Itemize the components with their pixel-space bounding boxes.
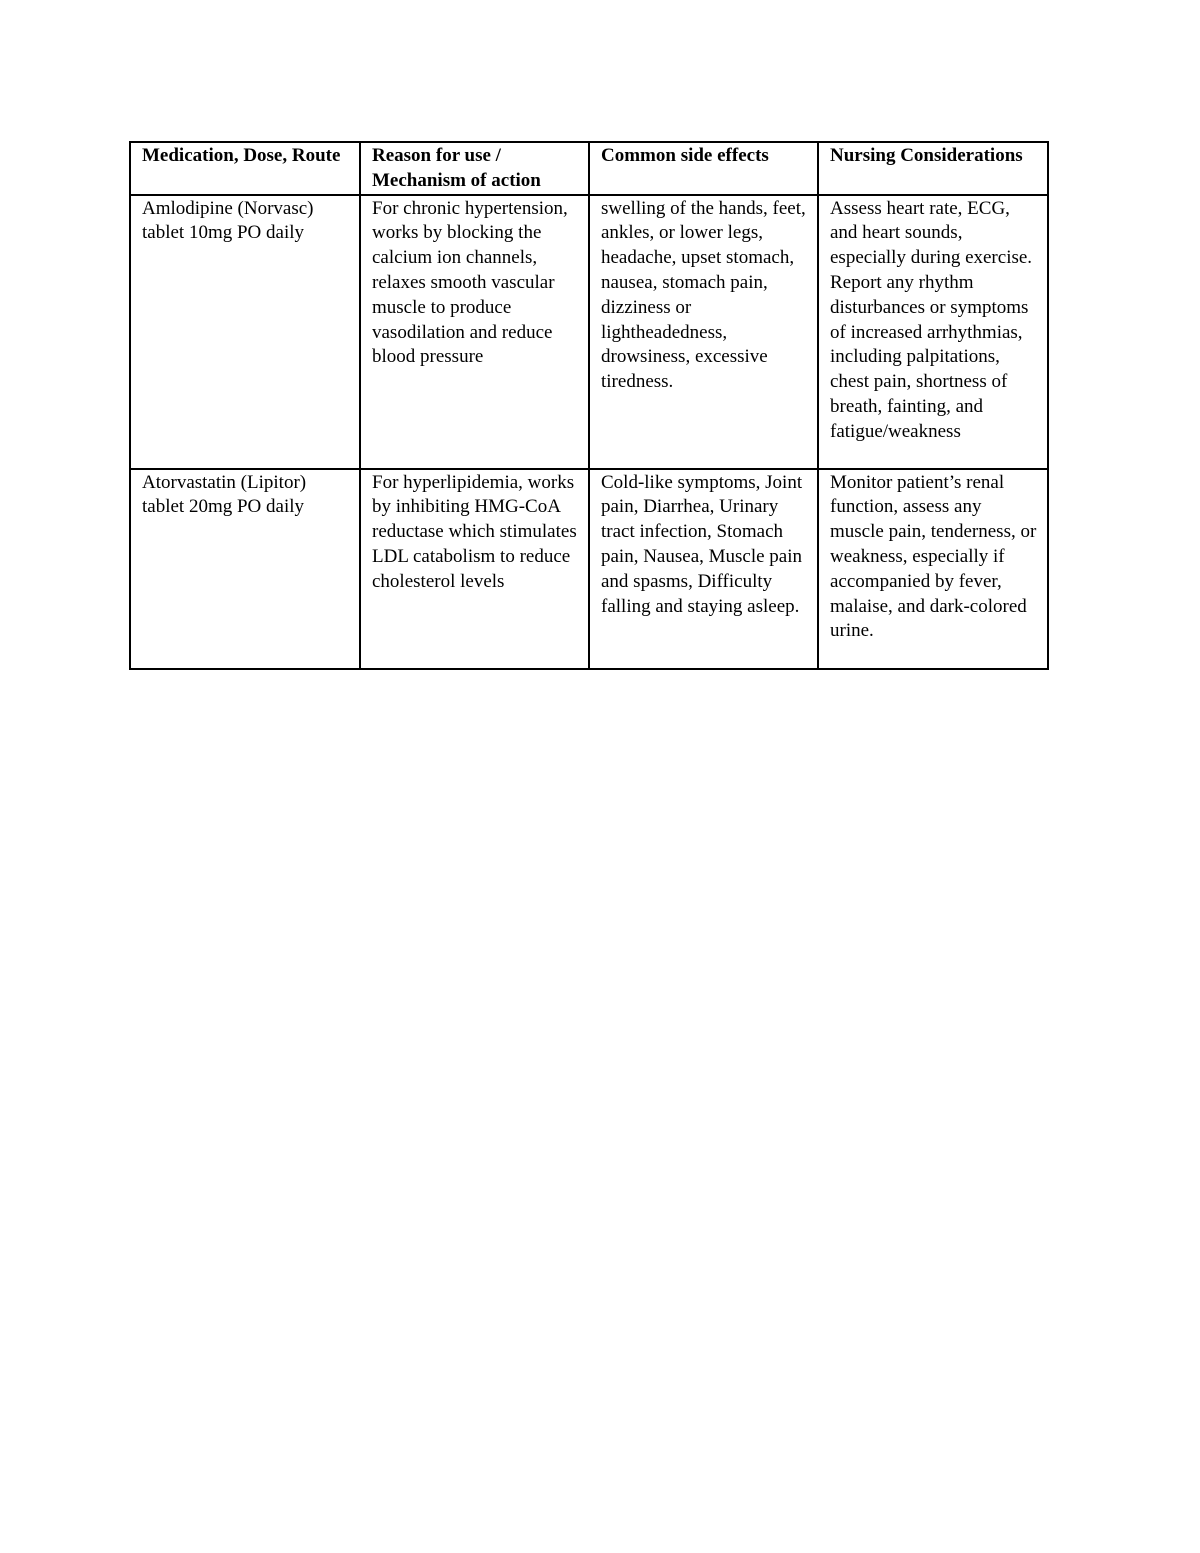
cell-medication: Amlodipine (Norvasc) tablet 10mg PO daily (130, 195, 360, 469)
table-row (130, 195, 1048, 469)
cell-nursing: Assess heart rate, ECG, and heart sounds, especially during exercise. Report any rhythm disturbances or symptoms of increased arrhythmias, including palpitations, chest pain, shortness of breath, fainting, and fatigue/weakness (818, 195, 1048, 469)
cell-reason: For hyperlipidemia, works by inhibiting HMG-CoA reductase which stimulates LDL catabolism to reduce cholesterol levels (360, 469, 589, 669)
cell-nursing: Monitor patient’s renal function, assess any muscle pain, tenderness, or weakness, especially if accompanied by fever, malaise, and dark-colored urine. (818, 469, 1048, 669)
cell-side-effects: swelling of the hands, feet, ankles, or lower legs, headache, upset stomach, nausea, stomach pain, dizziness or lightheadedness, drowsiness, excessive tiredness. (589, 195, 818, 469)
header-nursing: Nursing Considerations (818, 142, 1048, 195)
table-row (130, 469, 1048, 669)
cell-side-effects: Cold-like symptoms, Joint pain, Diarrhea, Urinary tract infection, Stomach pain, Nausea, Muscle pain and spasms, Difficulty falling and staying asleep. (589, 469, 818, 669)
cell-medication: Atorvastatin (Lipitor) tablet 20mg PO daily (130, 469, 360, 669)
table-header-row (130, 142, 1048, 195)
cell-reason: For chronic hypertension, works by blocking the calcium ion channels, relaxes smooth vascular muscle to produce vasodilation and reduce blood pressure (360, 195, 589, 469)
header-reason: Reason for use / Mechanism of action (360, 142, 589, 195)
header-medication: Medication, Dose, Route (130, 142, 360, 195)
header-side-effects: Common side effects (589, 142, 818, 195)
medication-table (129, 141, 1049, 670)
